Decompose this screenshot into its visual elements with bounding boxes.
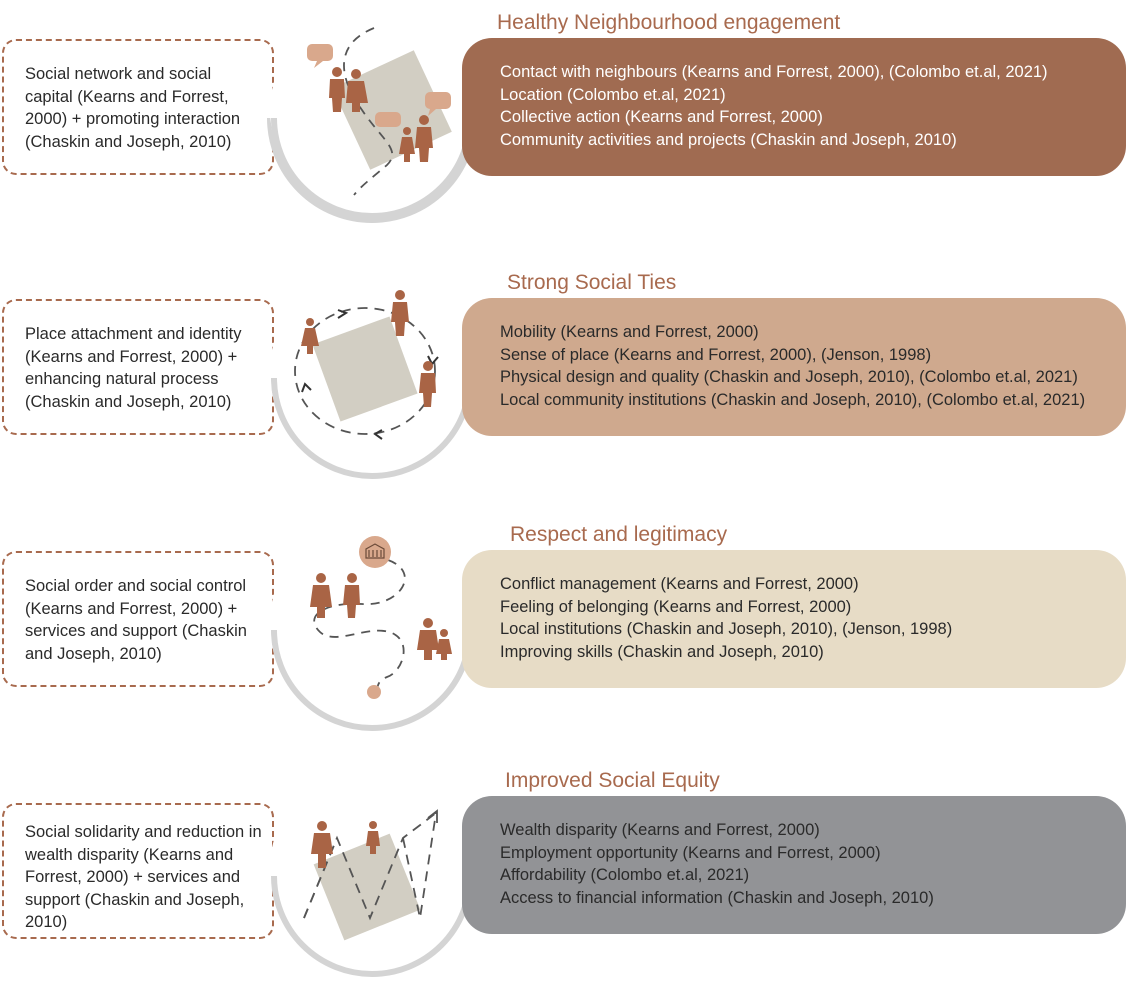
indicator-item: Conflict management (Kearns and Forrest, 2000): [500, 575, 859, 593]
dimension-description-box: [2, 803, 274, 939]
framework-row-social-ties: [0, 260, 1134, 500]
indicator-item: Collective action (Kearns and Forrest, 2000): [500, 108, 823, 127]
dimension-description: Social order and social control (Kearns and Forrest, 2000) + services and support (Chaskin and Joseph, 2010): [25, 577, 247, 663]
row-title: Strong Social Ties: [507, 271, 677, 294]
indicator-item: Affordability (Colombo et.al, 2021): [500, 866, 750, 885]
indicator-item: Community activities and projects (Chaskin and Joseph, 2010): [500, 130, 957, 149]
indicator-box: [462, 550, 1126, 688]
framework-row-engagement: [0, 0, 1134, 240]
indicator-item: Mobility (Kearns and Forrest, 2000): [500, 323, 759, 341]
institution-path-icon: [262, 512, 482, 752]
row-title: Improved Social Equity: [505, 769, 720, 792]
row-title: Healthy Neighbourhood engagement: [497, 11, 841, 34]
rising-zigzag-icon: [262, 758, 482, 998]
row-title: Respect and legitimacy: [510, 523, 728, 546]
framework-row-equity: [0, 758, 1134, 998]
indicator-item: Access to financial information (Chaskin and Joseph, 2010): [500, 888, 934, 907]
circular-community-icon: [262, 260, 482, 500]
indicator-item: Location (Colombo et.al, 2021): [500, 85, 726, 104]
dimension-description-box: [2, 551, 274, 687]
dimension-description-box: [2, 299, 274, 435]
indicator-item: Feeling of belonging (Kearns and Forrest, 2000): [500, 597, 852, 616]
dimension-description-box: [2, 39, 274, 175]
indicator-item: Sense of place (Kearns and Forrest, 2000), (Jenson, 1998): [500, 345, 932, 364]
indicator-item: Contact with neighbours (Kearns and Forrest, 2000), (Colombo et.al, 2021): [500, 63, 1048, 81]
dimension-description: Social solidarity and reduction in wealth disparity (Kearns and Forrest, 2000) + services and support (Chaskin and Joseph, 2010): [25, 823, 262, 931]
indicator-item: Improving skills (Chaskin and Joseph, 2010): [500, 642, 824, 661]
indicator-item: Physical design and quality (Chaskin and Joseph, 2010), (Colombo et.al, 2021): [500, 368, 1078, 387]
indicator-box: [462, 298, 1126, 436]
indicator-item: Local institutions (Chaskin and Joseph, 2010), (Jenson, 1998): [500, 620, 953, 639]
framework-row-respect: [0, 512, 1134, 752]
dimension-description: Social network and social capital (Kearns and Forrest, 2000) + promoting interaction (Chaskin and Joseph, 2010): [25, 65, 241, 151]
indicator-item: Wealth disparity (Kearns and Forrest, 2000): [500, 821, 820, 839]
indicator-item: Local community institutions (Chaskin and Joseph, 2010), (Colombo et.al, 2021): [500, 390, 1086, 409]
indicator-item: Employment opportunity (Kearns and Forrest, 2000): [500, 843, 881, 862]
conversation-people-icon: [262, 0, 482, 240]
dimension-description: Place attachment and identity (Kearns and Forrest, 2000) + enhancing natural process (Chaskin and Joseph, 2010): [25, 325, 242, 411]
indicator-box: [462, 38, 1126, 176]
indicator-box: [462, 796, 1126, 934]
